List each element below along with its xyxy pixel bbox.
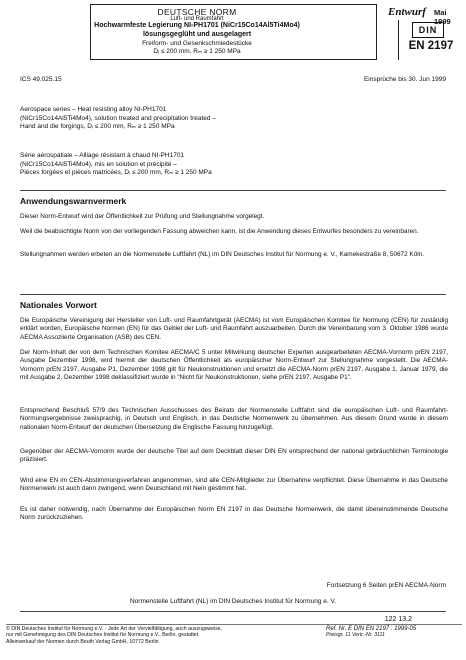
- paragraph: Der Norm-Inhalt der von dem Technischen Komitee AECMA/C 5 unter Mitwirkung deutscher Experten ausgearbeiteten AECMA-Vornorm prEN 2197, Ausgabe Dezember 1998, wird hiermit der deutschen Öffentlichkeit als europäischer Norm-Entwurf zur Stellungnahme vorgestellt. Die AECMA-Vornorm prEN 2197, Ausgabe P1, Dezember 1998 gilt für Neukonstruktionen und ersetzt die AECMA-Norm prEN 2197, Ausgabe 1, Januar 1979, die mit Ausgabe 2, Dezember 1998 deklassifiziert wurde in "Nicht für Neukonstruktionen, siehe prEN 2197, Ausgabe P1".: [20, 349, 448, 382]
- paragraph: Stellungnahmen werden erbeten an die Normenstelle Luftfahrt (NL) im DIN Deutsches Institut für Normung e. V., Kamekestraße 8, 50672 Köln.: [20, 251, 425, 258]
- ics-code: ICS 49.025.15: [20, 76, 62, 83]
- header-rule: [376, 4, 377, 60]
- paragraph: Es ist daher notwendig, nach Übernahme der Europäischen Norm EN 2197 in das Deutsche Normenwerk, die damit übereinstimmende Deutsche Norm zurückzuziehen.: [20, 506, 448, 522]
- classification-code: 122 13.2: [384, 616, 412, 623]
- header-rule: [90, 4, 91, 60]
- header-rule: [90, 4, 376, 5]
- footer-rule: [6, 624, 462, 625]
- paragraph: Entsprechend Beschluß 57/9 des Technischen Ausschusses des Beirats der Normenstelle Luftfahrt sind die europäischen Luft- und Raumfahrt-Normungsergebnisse zweisprachig, in Deutsch und Englisch, in das Deutsche Normenwerk zu übernehmen. Aus diesem Grund wurde in diesem nationalen Norm-Entwurf der deutschen Übersetzung die Englische Fassung hinzugefügt.: [20, 407, 448, 431]
- english-title: [20, 106, 320, 132]
- english-title-line: Hand and die forgings, Dᵢ ≤ 200 mm, Rₘ ≥ 1 250 MPa: [20, 123, 175, 130]
- section-divider: [20, 190, 446, 191]
- document-header: [10, 4, 458, 60]
- responsible-body: Normenstelle Luftfahrt (NL) im DIN Deutsches Institut für Normung e. V.: [129, 598, 337, 605]
- title-line: Hochwarmfeste Legierung NI-PH1701 (NiCr15Co14Al5Ti4Mo4): [94, 22, 300, 29]
- document-title: [92, 22, 302, 39]
- reference-block: [326, 626, 462, 639]
- section-heading-vorwort: Nationales Vorwort: [20, 300, 97, 310]
- section-divider: [20, 294, 446, 295]
- paragraph: Gegenüber der AECMA-Vornorm wurde der deutsche Titel auf dem Deckblatt dieser DIN EN entsprechend der national gebräuchlichen Terminologie präzisiert.: [20, 448, 448, 464]
- english-title-line: Aerospace series – Heat resisting alloy NI-PH1701: [20, 106, 167, 113]
- continuation-note: Fortsetzung 6 Seiten prEN AECMA-Norm: [326, 582, 446, 589]
- reference-number: Ref. Nr. E DIN EN 2197 : 1999-05: [326, 626, 417, 632]
- header-rule: [90, 59, 376, 60]
- paragraph: Wird eine EN im CEN-Abstimmungsverfahren angenommen, sind alle CEN-Mitglieder zur Übernahme verpflichtet. Diese Übernahme in das Deutsche Normenwerk ist auch dann zwingend, wenn Deutschland mit Nein gestimmt hat.: [20, 477, 448, 493]
- subtitle-line: Freiform- und Gesenkschmiedestücke: [142, 40, 252, 47]
- draft-label: Entwurf: [388, 6, 426, 18]
- price-group: Preisgr. 11 Vertr.-Nr. 3111: [326, 632, 385, 639]
- copyright-line: © DIN Deutsches Institut für Normung e.V. · Jede Art der Vervielfältigung, auch auszugsweise,: [6, 626, 223, 632]
- french-title-line: (NiCr15Co14Al5Ti4Mo4), mis en solution et précipité –: [20, 160, 177, 168]
- copyright-line: Alleinverkauf der Normen durch Beuth Verlag GmbH, 10772 Berlin: [6, 638, 159, 645]
- subtitle-line: Dᵢ ≤ 200 mm, Rₘ ≥ 1 250 MPa: [153, 48, 241, 55]
- paragraph: Die Europäische Vereinigung der Hersteller von Luft- und Raumfahrtgerät (AECMA) ist vom Europäischen Komitee für Normung (CEN) für zuständig erklärt worden, Europäische Normen (EN) für das Gebiet der Luft- und Raumfahrt auszuarbeiten. Durch die Vereinbarung vom 3. Oktober 1986 wurde AECMA Assoziierte Organisation (ASB) des CEN.: [20, 317, 448, 341]
- section-divider: [20, 611, 446, 612]
- paragraph: Weil die beabsichtigte Norm von der vorliegenden Fassung abweichen kann, ist die Anwendung dieses Entwurfes besonders zu vereinbaren.: [20, 228, 419, 235]
- subject-field: Luft- und Raumfahrt: [170, 16, 224, 22]
- french-title-line: Pièces forgées et pièces matricées, Dᵢ ≤ 200 mm, Rₘ ≥ 1 250 MPa: [20, 169, 212, 176]
- copyright-notice: [6, 626, 306, 645]
- din-logo: DIN: [412, 22, 444, 38]
- paragraph: Dieser Norm-Entwurf wird der Öffentlichkeit zur Prüfung und Stellungnahme vorgelegt.: [20, 213, 265, 220]
- issue-date: Mai 1999: [434, 8, 451, 26]
- comment-deadline: Einsprüche bis 30. Jun 1999: [363, 76, 446, 83]
- standard-name: DEUTSCHE NORM: [157, 7, 237, 17]
- document-subtitle: [92, 40, 302, 56]
- title-line: lösungsgeglüht und ausgelagert: [142, 30, 252, 38]
- standard-number: EN 2197: [408, 40, 454, 52]
- french-title-line: Série aérospatiale – Alliage résistant à chaud NI-PH1701: [20, 152, 185, 159]
- french-title: [20, 152, 320, 178]
- section-heading-anwendung: Anwendungswarnvermerk: [20, 196, 127, 206]
- english-title-line: (NiCr15Co14Al5Ti4Mo4), solution treated and precipitation treated –: [20, 114, 216, 122]
- copyright-line: nur mit Genehmigung des DIN Deutsches Institut für Normung e.V., Berlin, gestattet.: [6, 632, 200, 639]
- standard-number-box: [398, 20, 461, 60]
